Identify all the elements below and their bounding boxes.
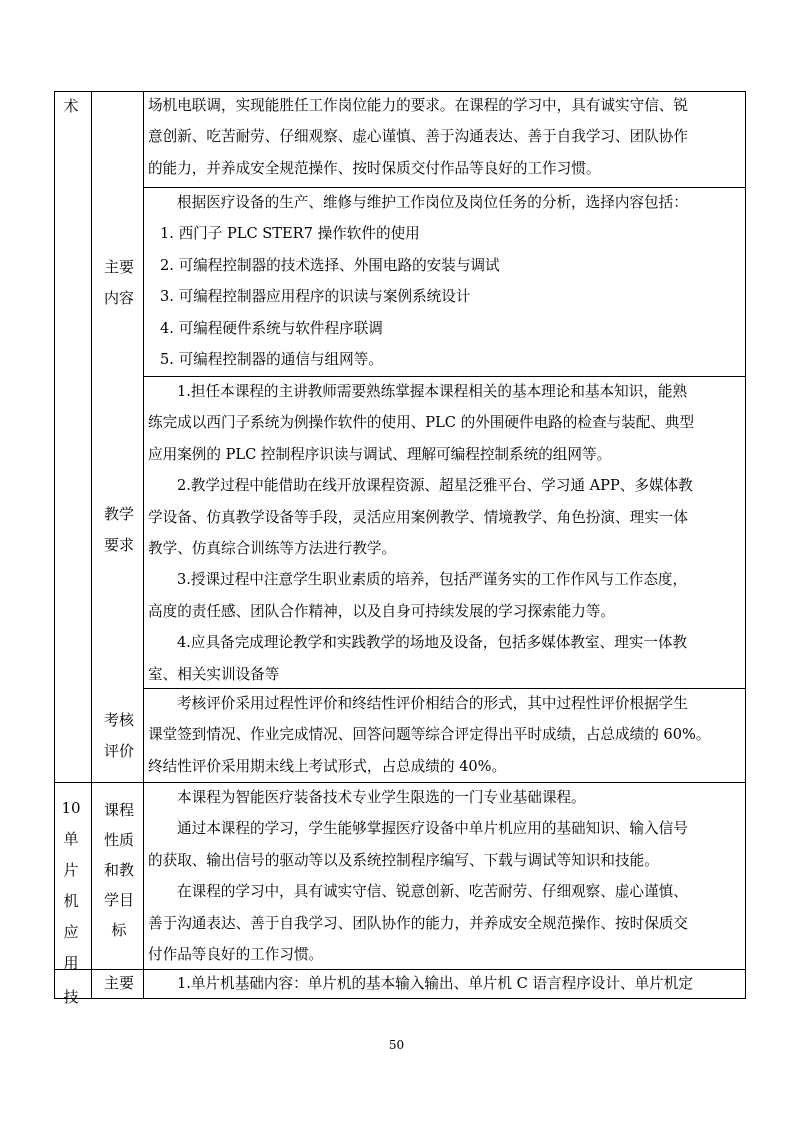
page-number: 50: [388, 1038, 405, 1052]
teaching-text: 1.担任本课程的主讲教师需要熟练掌握本课程相关的基本理论和基本知识，能熟 练完成以西门子系统为例操作软件的使用、PLC 的外围硬件电路的检查与装配、典型 应用案例的 PLC 控制程序识读与调试、理解可编程控制系统的组网等。 2.教学过程中能借助在线开放课程资源、超星泛雅平台、学习通 APP、多媒体教 学设备、仿真教学设备等手段，灵活应用案例教学、情境教学、角色扮演、理实一体 教学、仿真综合训练等方法进行教学。 3.授课过程中注意学生职业素质的培养，包括严谨务实的工作作风与工作态度， 高度的责任感、团队合作精神，以及自身可持续发展的学习探索能力等。 4.应具备完成理论教学和实践教学的场地及设备，包括多媒体教室、理实一体教 室、相关实训设备等: [148, 383, 695, 683]
col2-divider: [143, 92, 144, 998]
nature-text: 本课程为智能医疗装备技术专业学生限选的一门专业基础课程。 通过本课程的学习，学生能够掌握医疗设备中单片机应用的基础知识、输入信号 的获取、输出信号的驱动等以及系统控制程序编写、下载与调试等知识和技能。 在课程的学习中，具有诚实守信、锐意创新、吃苦耐劳、仔细观察、虚心谨慎、 善于沟通表达、善于自我学习、团队协作的能力，并养成安全规范操作、按时保质交 付作品等良好的工作习惯。: [148, 789, 688, 963]
last-row-text: 1.单片机基础内容：单片机的基本输入输出、单片机 C 语言程序设计、单片机定: [177, 975, 693, 992]
assessment-text: 考核评价采用过程性评价和终结性评价相结合的形式，其中过程性评价根据学生 课堂签到情况、作业完成情况、回答问题等综合评定得出平时成绩，占总成绩的 60%。 终结性评价采用期末线上考试形式，占总成绩的 40%。: [148, 695, 711, 775]
teaching-label: 教学 要求: [103, 505, 134, 554]
section-a-text: 场机电联调，实现能胜任工作岗位能力的要求。在课程的学习中，具有诚实守信、锐 意创新、吃苦耐劳、仔细观察、虚心谨慎、善于沟通表达、善于自我学习、团队协作 的能力，并养成安全规范操作、按时保质交付作品等良好的工作习惯。: [148, 97, 688, 177]
main-content-label: 主要 内容: [103, 258, 134, 307]
last-row-label: 主要: [103, 974, 134, 992]
main-content-text: 根据医疗设备的生产、维修与维护工作岗位及岗位任务的分析，选择内容包括： 1. 西门子 PLC STER7 操作软件的使用 2. 可编程控制器的技术选择、外围电路的安装与调试 3. 可编程控制器应用程序的识读与案例系统设计 4. 可编程硬件系统与软件程序联调 5. 可编程控制器的通信与组网等。: [160, 194, 688, 368]
col1-divider: [91, 92, 92, 998]
course-table: [54, 91, 746, 1006]
col1-top-fragment: 术: [63, 97, 79, 115]
course-number-label: 10 单 片 机 应 用 技: [61, 799, 81, 1006]
assessment-label: 考核 评价: [103, 711, 134, 760]
nature-label: 课程 性质 和教 学目 标: [103, 801, 134, 939]
